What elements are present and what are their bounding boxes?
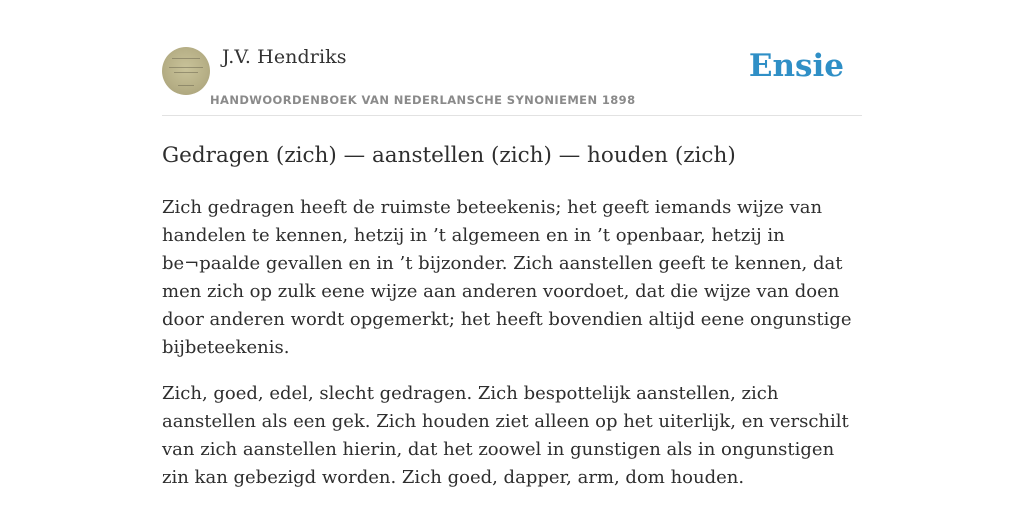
entry-card: [162, 40, 862, 492]
book-cover-avatar[interactable]: [162, 47, 210, 95]
cover-line: [174, 72, 198, 73]
cover-line: [172, 58, 200, 59]
entry-body: [162, 194, 862, 492]
ensie-logo[interactable]: Ensie: [748, 48, 844, 84]
cover-line: [169, 67, 203, 68]
cover-line: [178, 85, 194, 86]
author-name[interactable]: J.V. Hendriks: [222, 46, 347, 68]
entry-header: [162, 40, 862, 116]
entry-title: Gedragen (zich) — aanstellen (zich) — houden (zich): [162, 143, 736, 168]
source-title[interactable]: HANDWOORDENBOEK VAN NEDERLANSCHE SYNONIEMEN 1898: [210, 93, 636, 107]
entry-paragraph: Zich gedragen heeft de ruimste beteekenis; het geeft iemands wijze van handelen te kennen, hetzij in ’t algemeen en in ’t openbaar, hetzij in be¬paalde gevallen en in ’t bijzonder. Zich aanstellen geeft te kennen, dat men zich op zulk eene wijze aan anderen voordoet, dat die wijze van doen door anderen wordt opgemerkt; het heeft bovendien altijd eene ongunstige bijbeteekenis.: [162, 197, 852, 358]
entry-paragraph: Zich, goed, edel, slecht gedragen. Zich bespottelijk aanstellen, zich aanstellen als een gek. Zich houden ziet alleen op het uiterlijk, en verschilt van zich aanstellen hierin, dat het zoowel in gunstigen als in ongunstigen zin kan gebezigd worden. Zich goed, dapper, arm, dom houden.: [162, 383, 849, 488]
